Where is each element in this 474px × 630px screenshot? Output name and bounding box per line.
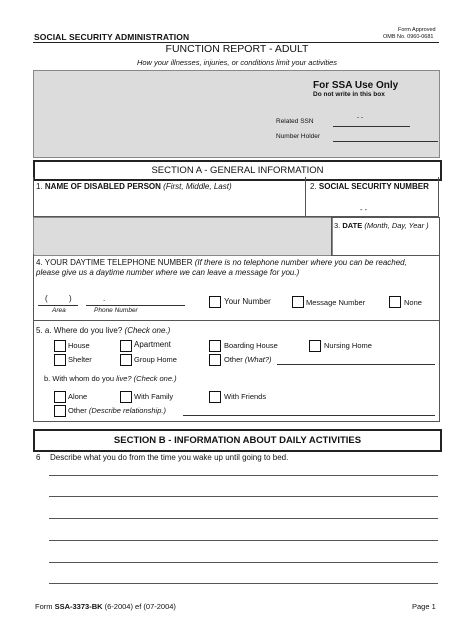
q6-answer-line[interactable] [49,583,438,584]
whom-other-text: Other [68,406,87,415]
q5b-label-text: b. With whom do you [44,374,115,383]
q3-label [334,221,429,230]
shelter-checkbox[interactable] [54,354,66,366]
with-family-label: With Family [134,392,174,401]
form-approved-label: Form Approved [398,27,436,33]
q1-hint: (First, Middle, Last) [163,182,232,191]
q2-number: 2. [310,182,317,191]
area-caption: Area [52,307,66,314]
area-paren-close: ) [69,294,72,303]
q2-label-text: SOCIAL SECURITY NUMBER [318,182,429,191]
none-checkbox[interactable] [389,296,401,308]
apartment-checkbox[interactable] [120,340,132,352]
alone-label: Alone [68,392,88,401]
group-home-label: Group Home [134,355,177,364]
q4-hint-1: (If there is no telephone number where you can be reached, [194,258,407,267]
form-edition: (6-2004) ef (07-2004) [104,602,176,611]
your-number-label: Your Number [224,297,271,306]
q3-hint: (Month, Day, Year ) [364,221,429,230]
q2-label [310,182,429,191]
nursing-home-checkbox[interactable] [309,340,321,352]
q5a-hint: (Check one.) [124,326,171,335]
q5b-hint: (Check one.) [133,374,177,383]
live-other-hint: (What?) [244,355,272,364]
boarding-house-label: Boarding House [224,341,278,350]
q6-answer-line[interactable] [49,540,438,541]
q3-label-text: DATE [342,221,363,230]
q1-number: 1. [36,182,43,191]
q5a-label-text: Where do you live? [53,326,123,335]
whom-other-field[interactable] [183,415,435,416]
section-b-header: SECTION B - INFORMATION ABOUT DAILY ACTIVITIES [33,429,442,452]
page-number: Page 1 [412,602,436,611]
related-ssn-field[interactable] [333,126,410,127]
q5a-number: 5. a. [36,326,52,335]
boarding-house-checkbox[interactable] [209,340,221,352]
area-code-field[interactable] [38,305,78,306]
with-friends-checkbox[interactable] [209,391,221,403]
q6-label: Describe what you do from the time you wake up until going to bed. [50,453,289,462]
q1-label-text: NAME OF DISABLED PERSON [44,182,161,191]
q6-answer-line[interactable] [49,475,438,476]
q4-label-text: YOUR DAYTIME TELEPHONE NUMBER [44,258,193,267]
q6-answer-line[interactable] [49,518,438,519]
with-family-checkbox[interactable] [120,391,132,403]
form-title: FUNCTION REPORT - ADULT [165,43,309,55]
live-other-field[interactable] [277,364,435,365]
q6-answer-line[interactable] [49,496,438,497]
q4-label [36,258,407,267]
alone-checkbox[interactable] [54,391,66,403]
apartment-label: Apartment [134,340,171,349]
message-number-label: Message Number [306,298,366,307]
whom-other-label [68,406,166,415]
q5b-label [44,374,177,383]
agency-name: SOCIAL SECURITY ADMINISTRATION [34,32,190,42]
your-number-checkbox[interactable] [209,296,221,308]
live-other-checkbox[interactable] [209,354,221,366]
number-holder-label: Number Holder [276,133,321,140]
section-a-header: SECTION A - GENERAL INFORMATION [33,160,442,181]
q6-answer-line[interactable] [49,562,438,563]
q5b-live: live? [116,374,132,383]
form-id [35,602,176,611]
live-other-label [224,355,272,364]
none-label: None [404,298,422,307]
q2-ssn-dashes: - - [360,205,368,214]
area-paren-open: ( [45,294,48,303]
related-ssn-label: Related SSN [276,118,314,125]
shelter-label: Shelter [68,355,92,364]
q1-label [36,182,232,191]
q6-number: 6 [36,453,41,462]
q5a-label [36,326,170,335]
q4-hint-2: please give us a daytime number where we can leave a message for you.) [36,268,300,277]
form-prefix: Form [35,602,53,611]
ssa-use-heading: For SSA Use Only [313,80,399,91]
omb-number: OMB No. 0960-0681 [383,34,434,40]
live-other-text: Other [224,355,243,364]
nursing-home-label: Nursing Home [324,341,372,350]
whom-other-checkbox[interactable] [54,405,66,417]
message-number-checkbox[interactable] [292,296,304,308]
whom-other-hint: (Describe relationship.) [88,406,166,415]
phone-number-field[interactable] [86,305,185,306]
form-subtitle: How your illnesses, injuries, or conditions limit your activities [136,58,338,67]
related-ssn-dashes: - - [357,114,364,121]
form-number: SSA-3373-BK [54,602,103,611]
group-home-checkbox[interactable] [120,354,132,366]
q3-number: 3. [334,221,341,230]
number-holder-field[interactable] [333,141,438,142]
phone-caption: Phone Number [94,307,138,314]
house-label: House [68,341,90,350]
ssa-use-note: Do not write in this box [313,91,385,98]
with-friends-label: With Friends [224,392,267,401]
q4-number: 4. [36,258,43,267]
phone-dot: . [103,294,106,303]
house-checkbox[interactable] [54,340,66,352]
q3-gray-area [33,217,333,256]
